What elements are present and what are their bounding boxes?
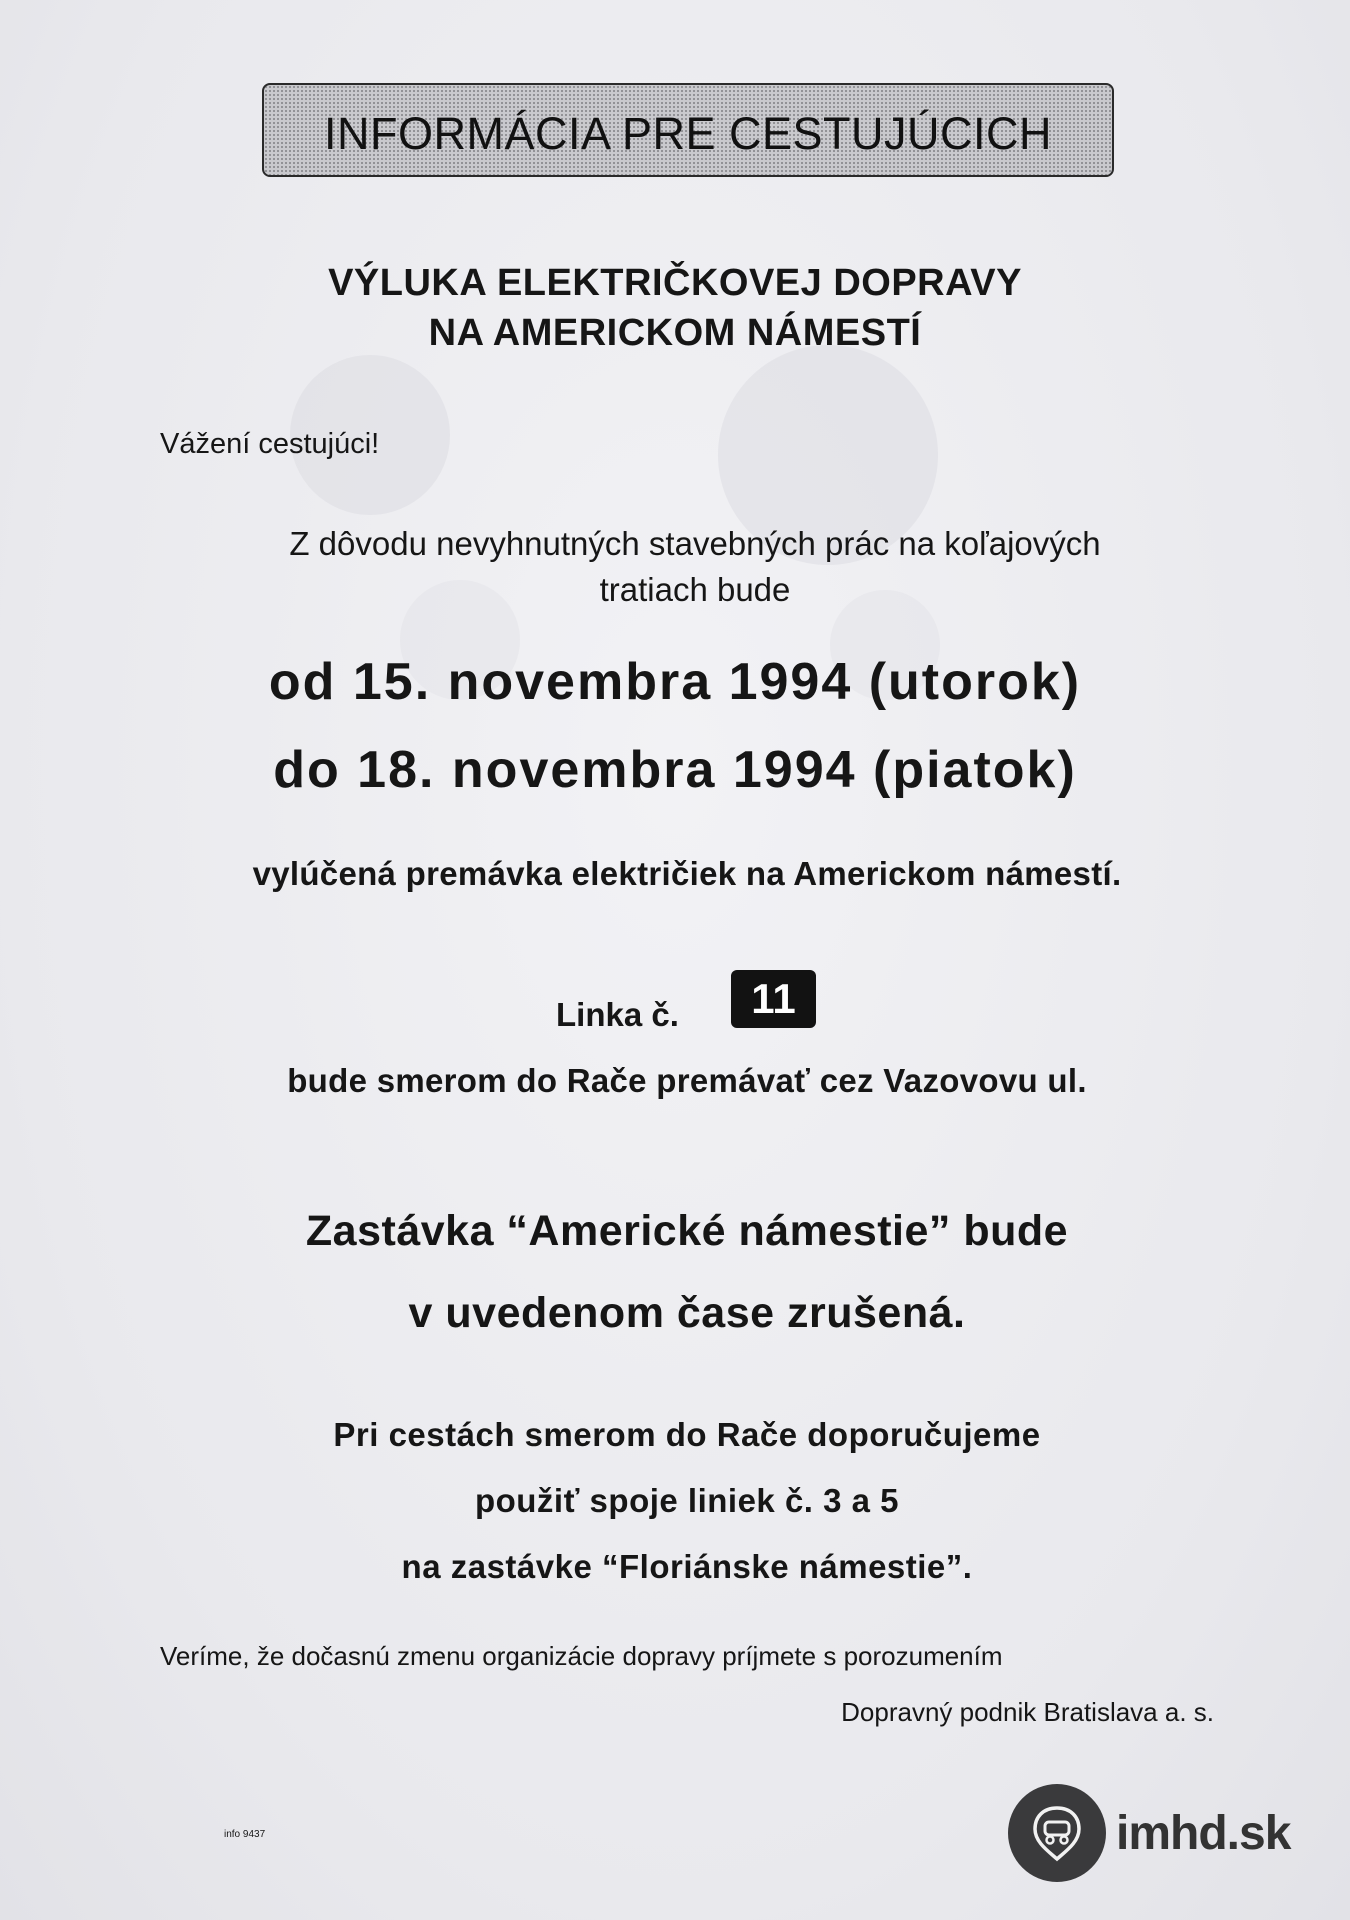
stop-cancel-text — [12, 1190, 1350, 1354]
date-from: od 15. novembra 1994 (utorok) — [268, 653, 1082, 711]
recommendation-text — [12, 1402, 1350, 1600]
reason-text — [20, 521, 1350, 613]
closing-text: Veríme, že dočasnú zmenu organizácie dopravy príjmete s porozumením — [160, 1641, 1003, 1671]
signature: Dopravný podnik Bratislava a. s. — [841, 1697, 1214, 1727]
headline-line-1: VÝLUKA ELEKTRIČKOVEJ DOPRAVY — [328, 262, 1022, 304]
imhd-logo[interactable] — [1008, 1784, 1290, 1882]
headline-line-2: NA AMERICKOM NÁMESTÍ — [428, 312, 922, 354]
greeting: Vážení cestujúci! — [160, 428, 380, 460]
header-box — [262, 83, 1114, 177]
headline — [0, 258, 1350, 358]
logo-text: imhd.sk — [1116, 1806, 1291, 1860]
reason-line-2: tratiach bude — [599, 571, 791, 608]
closure-text: vylúčená premávka električiek na Americkom námestí. — [252, 855, 1122, 892]
reroute-text: bude smerom do Rače premávať cez Vazovovu ul. — [287, 1062, 1087, 1099]
header-title: INFORMÁCIA PRE CESTUJÚCICH — [323, 108, 1053, 159]
recommendation-line-1: Pri cestách smerom do Rače doporučujeme — [333, 1416, 1041, 1453]
recommendation-line-3: na zastávke “Floriánske námestie”. — [401, 1548, 973, 1585]
reason-line-1: Z dôvodu nevyhnutných stavebných prác na koľajových — [289, 525, 1101, 562]
stop-cancel-line-2: v uvedenom čase zrušená. — [408, 1289, 966, 1337]
date-to: do 18. novembra 1994 (piatok) — [273, 741, 1077, 799]
document-code: info 9437 — [224, 1829, 266, 1840]
line-label: Linka č. — [556, 996, 679, 1033]
line-number-badge: 11 — [731, 970, 816, 1028]
stop-cancel-line-1: Zastávka “Americké námestie” bude — [305, 1207, 1069, 1255]
recommendation-line-2: použiť spoje liniek č. 3 a 5 — [474, 1482, 900, 1519]
bus-pin-icon — [1008, 1784, 1106, 1882]
